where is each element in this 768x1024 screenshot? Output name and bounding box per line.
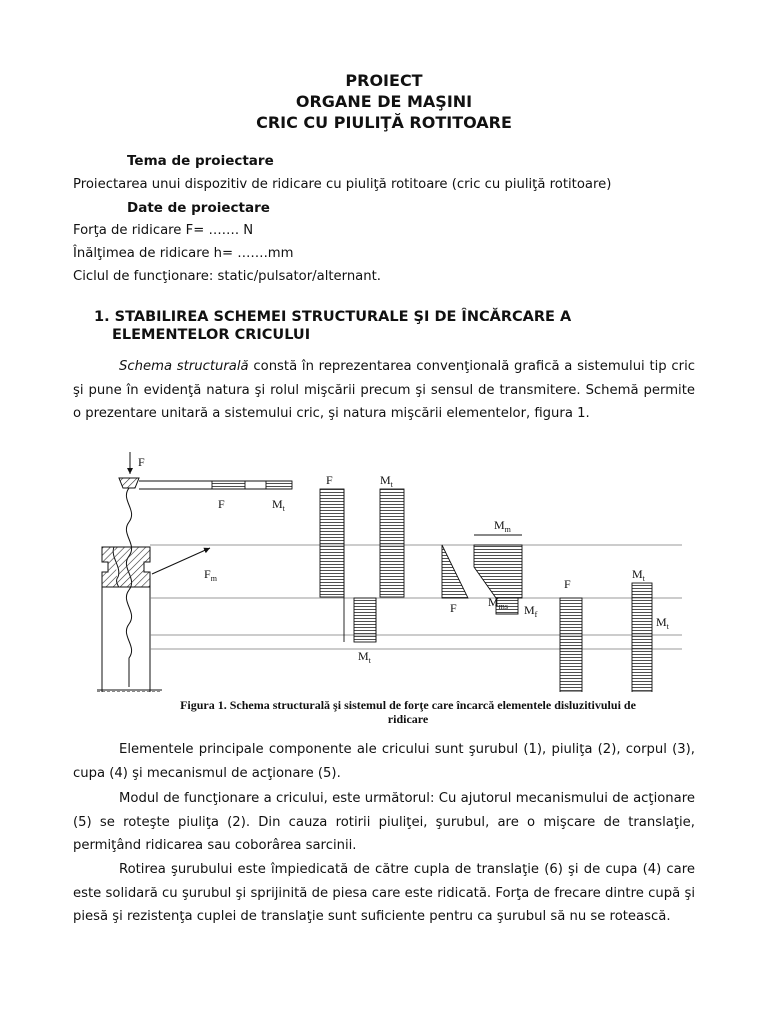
schema-text: constă în reprezentarea convenţională grafică a sistemului tip cric şi pune în evidenţă natura şi rolul mişcării precum şi sensul de transmitere. Schemă permite o prezentare unitară a sistemului cric, şi natura mişcării elementelor, figura 1. [73,359,696,421]
label-Mt-bottom: $M_t$ [358,649,371,665]
elemente-text: Elementele principale componente ale cricului sunt şurubul (1), piuliţa (2), corpul (3), cupa (4) şi mecanismul de acţionare (5). [73,742,695,781]
rotire-text: Rotirea şurubului este împiedicată de către cupla de translaţie (6) şi de cupa (4) care este solidară cu şurubul şi sprijinită de piesa care este ridicată. Forţa de frecare dintre cupă şi piesă şi rezistenţa cuplei de translaţie sunt suficiente pentru ca şurubul să nu se rotească. [73,862,695,924]
label-F-mid: F [450,601,457,615]
tema-text: Proiectarea unui dispozitiv de ridicare cu piuliţă rotitoare (cric cu piuliţă rotitoare) [73,177,612,192]
label-F-top: F [138,455,145,469]
functionare-text: Modul de funcţionare a cricului, este următorul: Cu ajutorul mecanismului de acţionare (5) se roteşte piuliţa (2). Din cauza rotirii piuliţei, şurubul, are o mişcare de translaţie, permiţând ridicarea sau coborârea sarcinii. [73,791,695,853]
label-F-bar: F [218,497,225,511]
label-Mt-bar: $M_t$ [272,497,285,513]
paragraph-rotire [73,858,695,929]
label-Mt-diagram: $M_t$ [380,473,393,489]
tema-heading: Tema de proiectare [127,153,274,169]
title-cric: CRIC CU PIULIŢĂ ROTITOARE [256,113,512,132]
label-F-diagram: F [326,473,333,487]
paragraph-schema [73,355,695,426]
date-heading: Date de proiectare [127,200,270,216]
label-F-right: F [564,577,571,591]
section1-heading-line2: ELEMENTELOR CRICULUI [112,327,311,343]
section1-heading-line1: 1. STABILIREA SCHEMEI STRUCTURALE ŞI DE ÎNCĂRCARE A [94,309,572,325]
mechanism-drawing [97,452,292,692]
figure-caption [130,698,686,726]
label-Fm: $F_m$ [204,567,217,583]
paragraph-elemente [73,738,695,785]
paragraph-functionare [73,787,695,858]
forta-line: Forţa de ridicare F= ……. N [73,223,254,238]
title-organe: ORGANE DE MAŞINI [295,92,473,111]
inaltime-line: Înălţimea de ridicare h= …….mm [73,246,294,261]
schema-term: Schema structurală [119,359,249,374]
label-Mt-right: $M_t$ [632,567,645,583]
structural-figure [92,452,682,692]
ciclul-line: Ciclul de funcţionare: static/pulsator/alternant. [73,269,381,284]
label-Mm: $M_m$ [494,518,511,534]
label-Mt-right2: $M_t$ [656,615,669,631]
caption-line2: ridicare [387,712,429,726]
label-Mms: $M_{ms}$ [488,595,509,611]
title-proiect: PROIECT [345,71,423,90]
caption-line1: Figura 1. Schema structurală şi sistemul de forţe care încarcă elementele disluzitivului de [180,698,636,712]
load-diagrams [212,481,652,692]
label-Mf: $M_f$ [524,603,538,619]
